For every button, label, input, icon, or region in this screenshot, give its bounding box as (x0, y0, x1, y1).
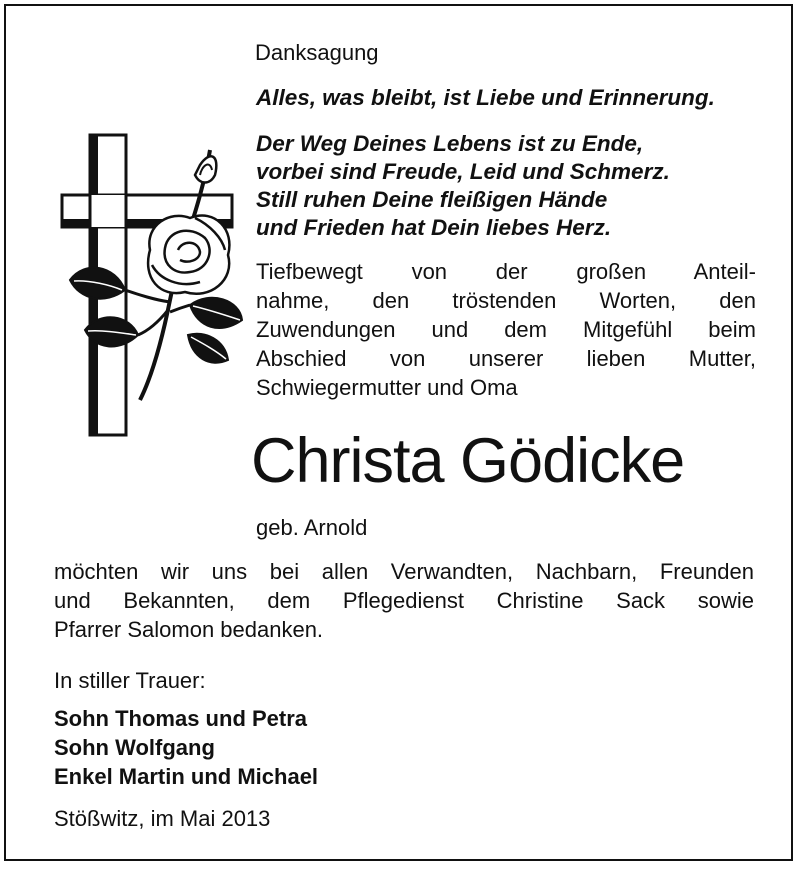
intro-line: Zuwendungen und dem Mitgefühl beim (256, 317, 756, 342)
intro-line: Schwiegermutter und Oma (256, 375, 518, 400)
thanks-line: und Bekannten, dem Pflegedienst Christine Sack sowie (54, 588, 754, 613)
thanks-line: möchten wir uns bei allen Verwandten, Nachbarn, Freunden (54, 559, 754, 584)
poem (256, 130, 670, 242)
thanks-paragraph (54, 557, 754, 644)
intro-line: nahme, den tröstenden Worten, den (256, 288, 756, 313)
motto-line: Alles, was bleibt, ist Liebe und Erinnerung. (256, 85, 715, 110)
signature-line: Enkel Martin und Michael (54, 764, 319, 789)
signatures (54, 704, 318, 791)
poem-line: und Frieden hat Dein liebes Herz. (256, 215, 612, 240)
maiden-name: geb. Arnold (256, 515, 368, 540)
cross-with-rose-icon (60, 130, 250, 440)
thanks-line: Pfarrer Salomon bedanken. (54, 617, 324, 642)
intro-line: Tiefbewegt von der großen Anteil- (256, 259, 756, 284)
intro-line: Abschied von unserer lieben Mutter, (256, 346, 756, 371)
poem-line: Der Weg Deines Lebens ist zu Ende, (256, 131, 644, 156)
signature-line: Sohn Thomas und Petra (54, 706, 308, 731)
mourning-label: In stiller Trauer: (54, 668, 206, 693)
deceased-name: Christa Gödicke (251, 426, 685, 496)
poem-line: vorbei sind Freude, Leid und Schmerz. (256, 159, 670, 184)
notice-heading: Danksagung (255, 40, 379, 65)
poem-line: Still ruhen Deine fleißigen Hände (256, 187, 608, 212)
place-date: Stößwitz, im Mai 2013 (54, 806, 271, 831)
intro-paragraph (256, 257, 756, 402)
signature-line: Sohn Wolfgang (54, 735, 215, 760)
